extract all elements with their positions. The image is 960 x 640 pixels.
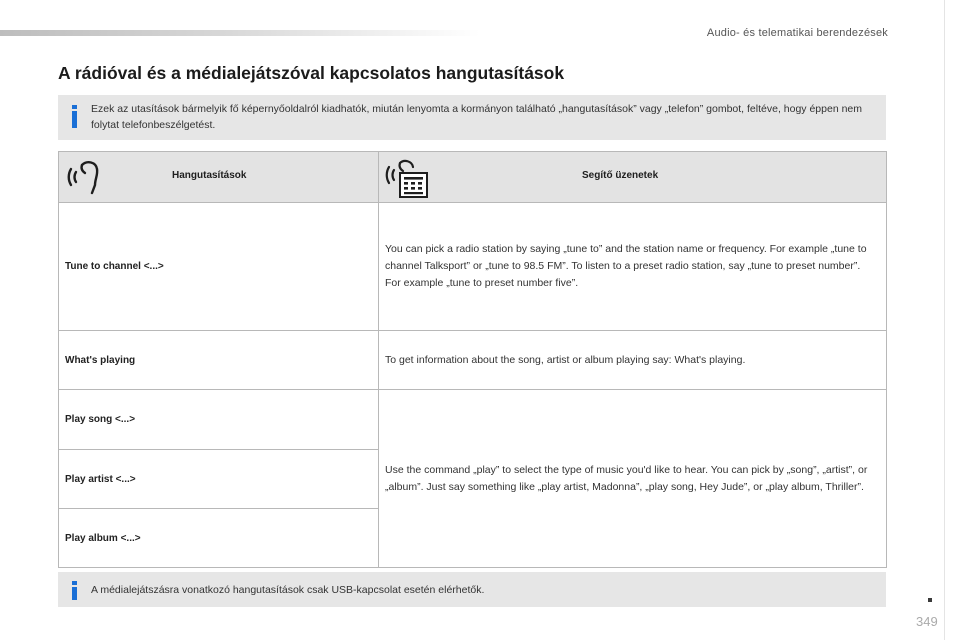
table-row <box>59 390 887 450</box>
helper-cell: To get information about the song, artist or album playing say: What's playing. <box>379 331 887 390</box>
command-cell: Play artist <...> <box>59 450 379 509</box>
table-row <box>59 331 887 390</box>
info-icon <box>72 105 77 128</box>
table-row <box>59 203 887 331</box>
info-icon <box>72 581 77 600</box>
command-cell: What's playing <box>59 331 379 390</box>
header-gradient-bar <box>0 30 480 36</box>
running-header: Audio- és telematikai berendezések <box>706 27 888 39</box>
page-edge-rule <box>944 0 945 640</box>
voice-keypad-icon <box>385 157 431 199</box>
column-header-helper-label: Segítő üzenetek <box>582 170 659 181</box>
voice-commands-table <box>58 151 887 568</box>
voice-command-icon <box>65 157 101 195</box>
column-header-helper <box>379 152 887 203</box>
info-note-top-text: Ezek az utasítások bármelyik fő képernyőoldalról kiadhatók, miután lenyomta a kormányon található „hangutasítások” vagy „telefon” gombot, feltéve, hogy éppen nem folytat telefonbeszélgetést. <box>91 103 863 131</box>
helper-cell: You can pick a radio station by saying „tune to” and the station name or frequency. For example „tune to channel Talksport” or „tune to 98.5 FM”. To listen to a preset radio station, say „tune to preset number”. For example „tune to preset number five”. <box>379 203 887 331</box>
helper-cell: Use the command „play” to select the type of music you'd like to hear. You can pick by „song”, „artist”, or „album”. Just say something like „play artist, Madonna”, „play song, Hey Jude”, or „play album, Thriller”. <box>379 390 887 568</box>
page-title: A rádióval és a médialejátszóval kapcsolatos hangutasítások <box>58 63 565 83</box>
column-header-commands-label: Hangutasítások <box>172 170 247 181</box>
command-cell: Play album <...> <box>59 509 379 568</box>
command-cell: Play song <...> <box>59 390 379 450</box>
page-marker-dot <box>928 598 932 602</box>
info-note-bottom <box>58 572 886 607</box>
command-cell: Tune to channel <...> <box>59 203 379 331</box>
page-number: 349 <box>916 614 938 629</box>
info-note-bottom-text: A médialejátszásra vonatkozó hangutasítások csak USB-kapcsolat esetén elérhetők. <box>91 584 485 596</box>
info-note-top <box>58 95 886 140</box>
column-header-commands <box>59 152 379 203</box>
table-header-row <box>59 152 887 203</box>
